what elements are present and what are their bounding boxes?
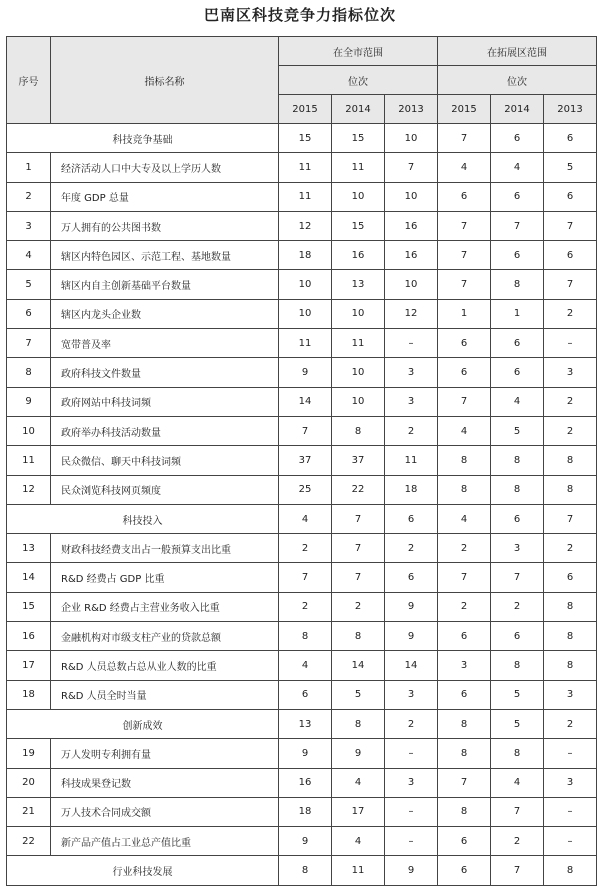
ext-rank-cell: 2 [491, 827, 544, 856]
city-rank-cell: 37 [332, 446, 385, 475]
city-rank-cell: 9 [279, 827, 332, 856]
row-seq: 15 [7, 592, 51, 621]
ext-rank-cell: 7 [544, 504, 597, 533]
city-rank-cell: 3 [385, 768, 438, 797]
city-rank-header: 位次 [279, 66, 438, 95]
city-rank-cell: 4 [279, 651, 332, 680]
ext-rank-cell: 2 [544, 709, 597, 738]
city-rank-cell: 10 [332, 387, 385, 416]
row-indicator-name: 企业 R&D 经费占主营业务收入比重 [51, 592, 279, 621]
city-rank-cell: 6 [385, 563, 438, 592]
row-indicator-name: 政府网站中科技词频 [51, 387, 279, 416]
row-indicator-name: 新产品产值占工业总产值比重 [51, 827, 279, 856]
row-indicator-name: 辖区内龙头企业数 [51, 299, 279, 328]
section-row [7, 504, 597, 533]
city-scope-header: 在全市范围 [279, 37, 438, 66]
table-row [7, 563, 597, 592]
row-indicator-name: 辖区内特色园区、示范工程、基地数量 [51, 241, 279, 270]
ext-rank-cell: 6 [438, 182, 491, 211]
ext-rank-cell: 3 [544, 768, 597, 797]
ext-rank-cell: 7 [438, 124, 491, 153]
city-rank-cell: 7 [332, 534, 385, 563]
section-row [7, 124, 597, 153]
ext-rank-cell: 8 [544, 622, 597, 651]
city-rank-cell: 9 [385, 856, 438, 885]
city-rank-cell: 22 [332, 475, 385, 504]
city-rank-cell: 11 [332, 329, 385, 358]
table-row [7, 739, 597, 768]
city-rank-cell: 9 [385, 592, 438, 621]
city-rank-cell: 3 [385, 358, 438, 387]
ext-rank-cell: 1 [491, 299, 544, 328]
ext-rank-cell: 4 [438, 153, 491, 182]
table-row [7, 153, 597, 182]
row-seq: 17 [7, 651, 51, 680]
row-indicator-name: 万人发明专利拥有量 [51, 739, 279, 768]
row-seq: 9 [7, 387, 51, 416]
city-rank-cell: 4 [332, 827, 385, 856]
city-rank-cell: 7 [279, 563, 332, 592]
table-row [7, 475, 597, 504]
city-rank-cell: 13 [332, 270, 385, 299]
seq-header: 序号 [7, 37, 51, 124]
table-row [7, 270, 597, 299]
row-seq: 6 [7, 299, 51, 328]
ext-rank-cell: 8 [438, 709, 491, 738]
city-rank-cell: 10 [332, 358, 385, 387]
row-indicator-name: 万人拥有的公共图书数 [51, 211, 279, 240]
city-rank-cell: 8 [332, 622, 385, 651]
table-row [7, 182, 597, 211]
row-seq: 18 [7, 680, 51, 709]
row-indicator-name: 政府科技文件数量 [51, 358, 279, 387]
city-rank-cell: 11 [279, 153, 332, 182]
city-rank-cell: 10 [332, 182, 385, 211]
ext-rank-cell: 8 [491, 739, 544, 768]
ext-rank-cell: 7 [491, 563, 544, 592]
ext-rank-cell: 6 [438, 827, 491, 856]
city-rank-cell: 9 [279, 358, 332, 387]
row-indicator-name: 民众微信、聊天中科技词频 [51, 446, 279, 475]
row-seq: 14 [7, 563, 51, 592]
ext-rank-cell: 2 [491, 592, 544, 621]
ext-rank-cell: – [544, 827, 597, 856]
table-row [7, 211, 597, 240]
ext-rank-cell: 8 [491, 651, 544, 680]
row-seq: 11 [7, 446, 51, 475]
city-rank-cell: 8 [332, 416, 385, 445]
row-indicator-name: 财政科技经费支出占一般预算支出比重 [51, 534, 279, 563]
table-row [7, 329, 597, 358]
ext-rank-cell: 7 [438, 768, 491, 797]
city-rank-cell: 4 [279, 504, 332, 533]
row-seq: 13 [7, 534, 51, 563]
ext-rank-cell: 6 [544, 241, 597, 270]
ext-rank-cell: 6 [438, 329, 491, 358]
table-row [7, 797, 597, 826]
city-rank-cell: 16 [332, 241, 385, 270]
ext-rank-cell: – [544, 329, 597, 358]
city-rank-cell: 25 [279, 475, 332, 504]
city-rank-cell: 14 [332, 651, 385, 680]
ext-rank-cell: 6 [544, 563, 597, 592]
ext-rank-cell: 6 [438, 680, 491, 709]
ext-rank-cell: 2 [544, 387, 597, 416]
table-row [7, 299, 597, 328]
city-rank-cell: 15 [332, 211, 385, 240]
city-rank-cell: 9 [279, 739, 332, 768]
row-indicator-name: 经济活动人口中大专及以上学历人数 [51, 153, 279, 182]
city-rank-cell: 10 [279, 270, 332, 299]
city-rank-cell: 3 [385, 680, 438, 709]
ext-rank-header: 位次 [438, 66, 597, 95]
ext-rank-cell: 8 [491, 446, 544, 475]
table-row [7, 416, 597, 445]
ext-rank-cell: 7 [438, 211, 491, 240]
city-rank-cell: 7 [332, 504, 385, 533]
ext-rank-cell: 5 [491, 709, 544, 738]
ext-rank-cell: 7 [544, 270, 597, 299]
city-rank-cell: 4 [332, 768, 385, 797]
row-seq: 10 [7, 416, 51, 445]
row-indicator-name: 宽带普及率 [51, 329, 279, 358]
city-rank-cell: 16 [385, 211, 438, 240]
ext-rank-cell: 7 [438, 563, 491, 592]
ext-rank-cell: 4 [491, 768, 544, 797]
ext-rank-cell: 8 [438, 446, 491, 475]
city-rank-cell: 9 [332, 739, 385, 768]
city-rank-cell: 7 [279, 416, 332, 445]
ext-rank-cell: 7 [491, 797, 544, 826]
ext-rank-cell: 6 [491, 182, 544, 211]
ext-rank-cell: 4 [491, 153, 544, 182]
city-rank-cell: – [385, 739, 438, 768]
ext-rank-cell: 2 [544, 299, 597, 328]
ext-rank-cell: – [544, 797, 597, 826]
ext-rank-cell: 5 [544, 153, 597, 182]
ext-rank-cell: 6 [544, 124, 597, 153]
ext-rank-cell: 8 [438, 797, 491, 826]
city-rank-cell: 11 [385, 446, 438, 475]
city-rank-cell: – [385, 827, 438, 856]
table-body [7, 124, 597, 886]
row-seq: 19 [7, 739, 51, 768]
page-title: 巴南区科技竞争力指标位次 [203, 6, 396, 24]
row-indicator-name: 政府举办科技活动数量 [51, 416, 279, 445]
section-label: 科技竞争基础 [7, 124, 279, 153]
ext-rank-cell: 6 [491, 241, 544, 270]
row-seq: 1 [7, 153, 51, 182]
ext-rank-cell: 7 [491, 856, 544, 885]
year-header: 2015 [279, 95, 332, 124]
year-header: 2013 [544, 95, 597, 124]
table-row [7, 358, 597, 387]
row-seq: 7 [7, 329, 51, 358]
row-seq: 16 [7, 622, 51, 651]
city-rank-cell: 10 [279, 299, 332, 328]
section-label: 创新成效 [7, 709, 279, 738]
row-seq: 21 [7, 797, 51, 826]
city-rank-cell: 11 [332, 856, 385, 885]
city-rank-cell: 16 [279, 768, 332, 797]
ext-rank-cell: 4 [438, 504, 491, 533]
row-indicator-name: 万人技术合同成交额 [51, 797, 279, 826]
city-rank-cell: 2 [385, 709, 438, 738]
row-seq: 4 [7, 241, 51, 270]
city-rank-cell: 3 [385, 387, 438, 416]
city-rank-cell: 7 [332, 563, 385, 592]
city-rank-cell: – [385, 329, 438, 358]
year-header: 2014 [332, 95, 385, 124]
ext-rank-cell: 7 [438, 387, 491, 416]
table-row [7, 680, 597, 709]
city-rank-cell: 10 [385, 182, 438, 211]
city-rank-cell: 6 [385, 504, 438, 533]
ext-rank-cell: 4 [491, 387, 544, 416]
ext-rank-cell: 6 [491, 358, 544, 387]
name-header: 指标名称 [51, 37, 279, 124]
ext-rank-cell: 6 [491, 504, 544, 533]
ext-rank-cell: 5 [491, 416, 544, 445]
city-rank-cell: 10 [385, 270, 438, 299]
row-indicator-name: 民众浏览科技网页频度 [51, 475, 279, 504]
ext-rank-cell: 8 [544, 446, 597, 475]
row-indicator-name: 辖区内自主创新基础平台数量 [51, 270, 279, 299]
ext-rank-cell: 5 [491, 680, 544, 709]
ext-rank-cell: 6 [491, 124, 544, 153]
city-rank-cell: 10 [385, 124, 438, 153]
city-rank-cell: 18 [385, 475, 438, 504]
city-rank-cell: 11 [332, 153, 385, 182]
section-row [7, 856, 597, 885]
year-header: 2014 [491, 95, 544, 124]
ext-rank-cell: 8 [544, 651, 597, 680]
ext-rank-cell: 4 [438, 416, 491, 445]
ext-rank-cell: 2 [544, 416, 597, 445]
ext-rank-cell: 1 [438, 299, 491, 328]
row-indicator-name: R&D 人员全时当量 [51, 680, 279, 709]
ext-rank-cell: 8 [544, 856, 597, 885]
city-rank-cell: 11 [279, 182, 332, 211]
year-header: 2013 [385, 95, 438, 124]
city-rank-cell: 11 [279, 329, 332, 358]
table-row [7, 768, 597, 797]
year-header: 2015 [438, 95, 491, 124]
ext-rank-cell: 6 [491, 329, 544, 358]
city-rank-cell: 5 [332, 680, 385, 709]
table-header [7, 37, 597, 124]
ext-rank-cell: 6 [438, 622, 491, 651]
ext-rank-cell: 8 [438, 739, 491, 768]
row-seq: 22 [7, 827, 51, 856]
row-seq: 12 [7, 475, 51, 504]
section-label: 行业科技发展 [7, 856, 279, 885]
city-rank-cell: 8 [279, 622, 332, 651]
row-indicator-name: R&D 经费占 GDP 比重 [51, 563, 279, 592]
ext-rank-cell: – [544, 739, 597, 768]
section-label: 科技投入 [7, 504, 279, 533]
city-rank-cell: 13 [279, 709, 332, 738]
row-seq: 8 [7, 358, 51, 387]
row-seq: 20 [7, 768, 51, 797]
city-rank-cell: 2 [279, 592, 332, 621]
city-rank-cell: 2 [279, 534, 332, 563]
table-row [7, 241, 597, 270]
table-row [7, 827, 597, 856]
ext-rank-cell: 6 [491, 622, 544, 651]
city-rank-cell: 18 [279, 797, 332, 826]
section-row [7, 709, 597, 738]
row-indicator-name: 金融机构对市级支柱产业的贷款总额 [51, 622, 279, 651]
city-rank-cell: 12 [279, 211, 332, 240]
ranking-table [6, 36, 597, 886]
ext-rank-cell: 3 [544, 358, 597, 387]
city-rank-cell: 14 [279, 387, 332, 416]
city-rank-cell: 7 [385, 153, 438, 182]
ext-rank-cell: 8 [438, 475, 491, 504]
ext-rank-cell: 8 [544, 592, 597, 621]
ext-rank-cell: 2 [544, 534, 597, 563]
city-rank-cell: 8 [332, 709, 385, 738]
ext-rank-cell: 3 [438, 651, 491, 680]
row-seq: 2 [7, 182, 51, 211]
row-indicator-name: 年度 GDP 总量 [51, 182, 279, 211]
city-rank-cell: 2 [332, 592, 385, 621]
city-rank-cell: 2 [385, 416, 438, 445]
ext-rank-cell: 7 [438, 270, 491, 299]
city-rank-cell: 37 [279, 446, 332, 475]
city-rank-cell: 9 [385, 622, 438, 651]
ext-rank-cell: 3 [544, 680, 597, 709]
table-row [7, 622, 597, 651]
city-rank-cell: 15 [279, 124, 332, 153]
ext-rank-cell: 7 [544, 211, 597, 240]
city-rank-cell: 17 [332, 797, 385, 826]
ext-rank-cell: 7 [491, 211, 544, 240]
ext-rank-cell: 2 [438, 592, 491, 621]
row-seq: 3 [7, 211, 51, 240]
city-rank-cell: 18 [279, 241, 332, 270]
ext-rank-cell: 6 [438, 856, 491, 885]
table-row [7, 534, 597, 563]
table-row [7, 387, 597, 416]
ext-rank-cell: 7 [438, 241, 491, 270]
ext-scope-header: 在拓展区范围 [438, 37, 597, 66]
row-indicator-name: R&D 人员总数占总从业人数的比重 [51, 651, 279, 680]
city-rank-cell: 2 [385, 534, 438, 563]
ext-rank-cell: 8 [491, 475, 544, 504]
city-rank-cell: 14 [385, 651, 438, 680]
city-rank-cell: 16 [385, 241, 438, 270]
ext-rank-cell: 8 [544, 475, 597, 504]
table-row [7, 592, 597, 621]
row-indicator-name: 科技成果登记数 [51, 768, 279, 797]
table-row [7, 446, 597, 475]
city-rank-cell: 6 [279, 680, 332, 709]
table-row [7, 651, 597, 680]
row-seq: 5 [7, 270, 51, 299]
city-rank-cell: 12 [385, 299, 438, 328]
ext-rank-cell: 6 [544, 182, 597, 211]
city-rank-cell: – [385, 797, 438, 826]
city-rank-cell: 15 [332, 124, 385, 153]
ext-rank-cell: 6 [438, 358, 491, 387]
ext-rank-cell: 8 [491, 270, 544, 299]
city-rank-cell: 10 [332, 299, 385, 328]
ext-rank-cell: 2 [438, 534, 491, 563]
ext-rank-cell: 3 [491, 534, 544, 563]
city-rank-cell: 8 [279, 856, 332, 885]
